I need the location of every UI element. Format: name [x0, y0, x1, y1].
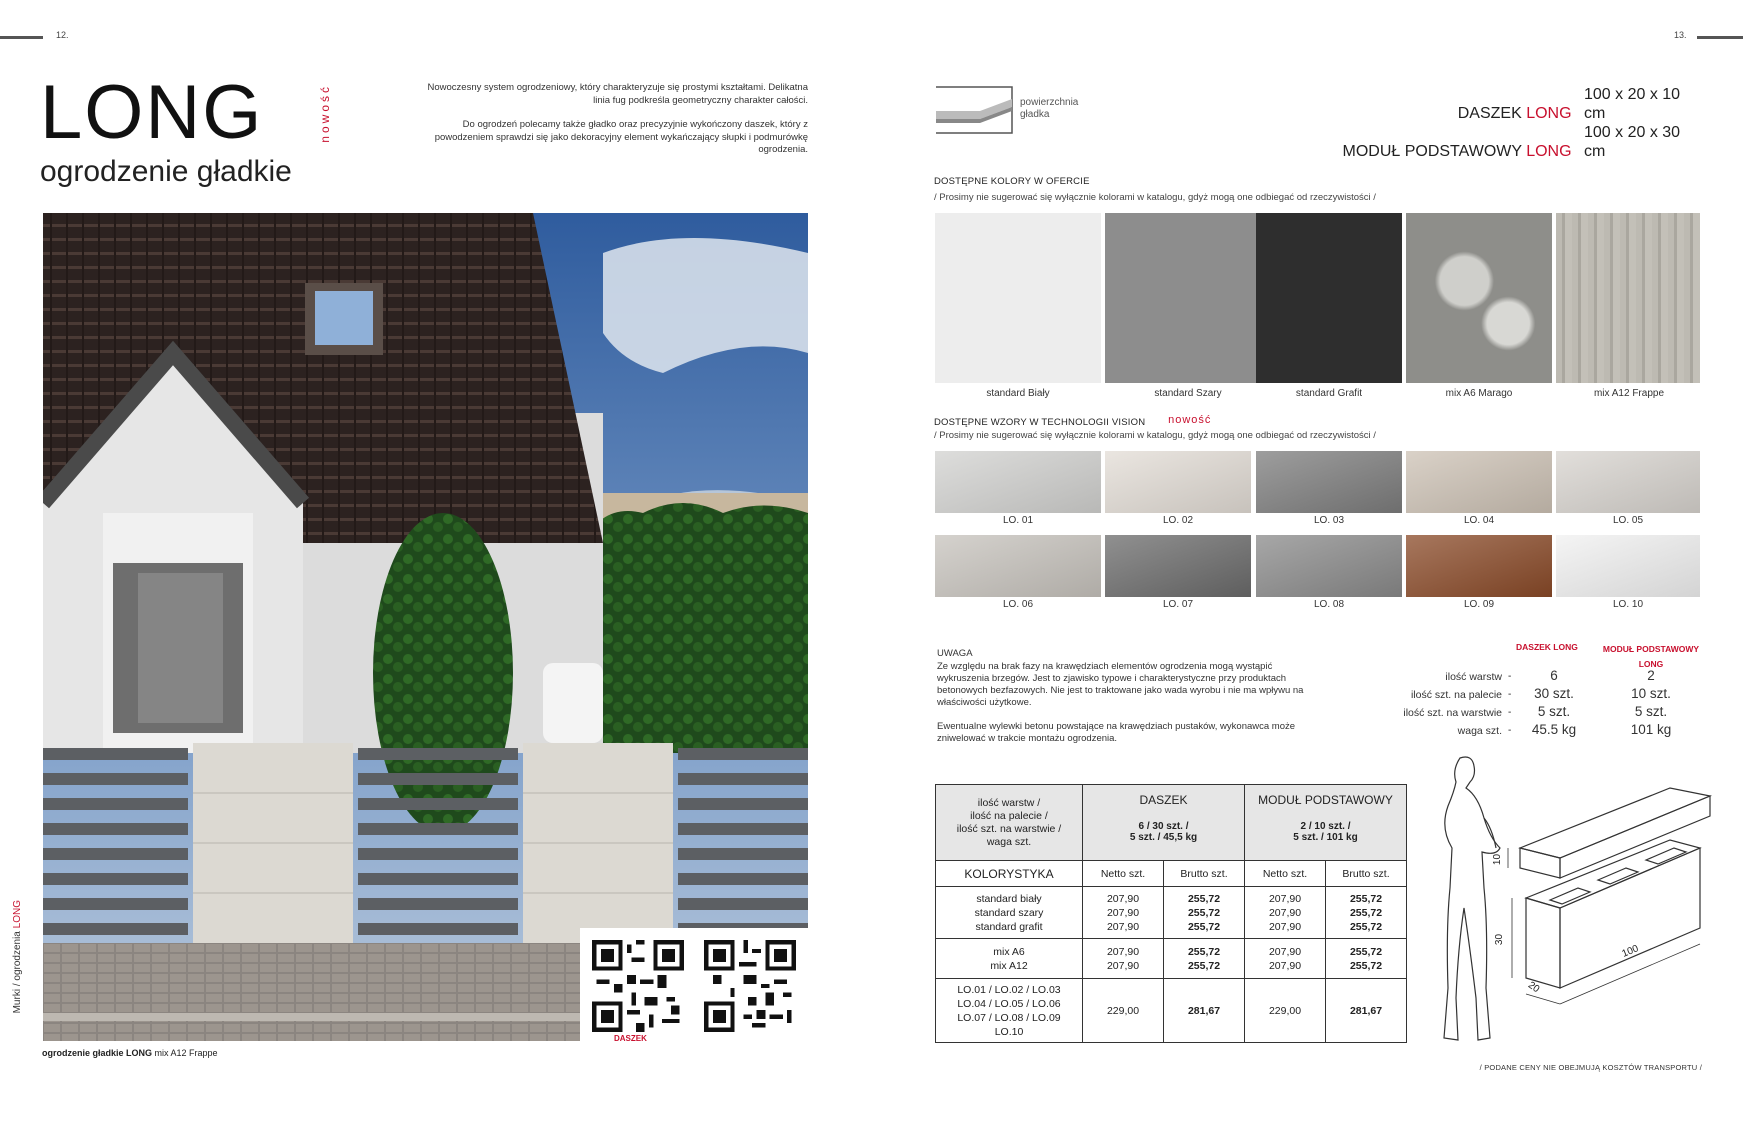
- price-cell-line: mix A6: [993, 945, 1025, 958]
- price-cell-line: standard grafit: [975, 920, 1043, 933]
- hdr-product-spec: 6 / 30 szt. /: [1138, 821, 1189, 832]
- price-cell-line: 207,90: [1268, 959, 1302, 972]
- intro-text: [418, 82, 808, 169]
- surface-label-2: gładka: [1020, 109, 1050, 120]
- intro-paragraph-2: Do ogrodzeń polecamy także gładko oraz precyzyjnie wykończony daszek, który z powodzeniem sprawdzi się jako dekoracyjny element wykańczający słupki i podmurówkę ogrodzenia.: [434, 119, 808, 155]
- qr-label: DASZEK: [614, 1034, 647, 1043]
- dim-height-body: 30: [1494, 933, 1506, 946]
- price-daszek-netto: [1083, 887, 1164, 939]
- spec-dash: -: [1508, 689, 1512, 700]
- price-cell-line: 281,67: [1187, 1004, 1221, 1017]
- product-photo: [43, 213, 808, 1041]
- pattern-label: LO. 07: [1162, 599, 1194, 610]
- price-header-modul: [1245, 785, 1407, 861]
- price-daszek-brutto: [1164, 979, 1245, 1043]
- price-daszek-brutto: [1164, 939, 1245, 979]
- pattern-label: LO. 05: [1612, 515, 1644, 526]
- dim-width: 100: [1620, 943, 1641, 960]
- spec-dash: -: [1508, 707, 1512, 718]
- footer-note: / PODANE CENY NIE OBEJMUJĄ KOSZTÓW TRANSPORTU /: [1479, 1063, 1702, 1072]
- price-header-label: [936, 785, 1083, 861]
- hdr-product-name: MODUŁ PODSTAWOWY: [1258, 793, 1393, 807]
- price-cell-line: mix A12: [990, 959, 1028, 972]
- page-subtitle: ogrodzenie gładkie: [40, 155, 292, 188]
- pattern-lo08[interactable]: [1256, 535, 1402, 597]
- col-brutto: Brutto szt.: [1164, 861, 1245, 887]
- price-header-row: [936, 785, 1407, 861]
- price-cell-line: 281,67: [1349, 1004, 1383, 1017]
- spec-value-daszek: 6: [1550, 668, 1558, 683]
- product-list: [1342, 85, 1702, 161]
- surface-label-1: powierzchnia: [1020, 97, 1079, 108]
- section-tab-c: LONG: [12, 900, 23, 929]
- notice-paragraph-1: Ze względu na brak fazy na krawędziach elementów ogrodzenia mogą wystąpić wykruszenia brzegów. Jest to zjawisko typowe i charakterystyczne przy produktach betonowych bezfazowych. Nie jest to traktowane jako wada wyrobu i nie ma wpływu na właściwości użytkowe.: [937, 661, 1304, 708]
- product-brand: LONG: [1526, 105, 1572, 122]
- dim-depth: 20: [1525, 979, 1542, 996]
- hdr-line: waga szt.: [986, 835, 1032, 848]
- price-group-row: [936, 939, 1407, 979]
- hdr-product-spec: 5 szt. / 45,5 kg: [1129, 832, 1198, 843]
- price-modul-brutto: [1326, 979, 1407, 1043]
- colors-note: / Prosimy nie sugerować się wyłącznie kolorami w katalogu, gdyż mogą one odbiegać od rzeczywistości /: [934, 192, 1376, 203]
- spec-key: waga szt.: [1457, 725, 1502, 737]
- price-group-row: [936, 887, 1407, 939]
- pattern-lo01[interactable]: [935, 451, 1101, 513]
- col-kolorystyka: KOLORYSTYKA: [936, 861, 1083, 887]
- product-brand: LONG: [1526, 143, 1572, 160]
- pattern-label: LO. 04: [1463, 515, 1495, 526]
- price-cell-line: 207,90: [1268, 945, 1302, 958]
- hdr-line: ilość warstw /: [977, 796, 1041, 809]
- pattern-lo02[interactable]: [1105, 451, 1251, 513]
- product-dims: 100 x 20 x 30 cm: [1584, 124, 1681, 160]
- price-cell-line: standard biały: [976, 892, 1042, 905]
- house-fence-illustration: [43, 213, 808, 1041]
- photo-caption-bold: ogrodzenie gładkie LONG: [42, 1048, 153, 1058]
- spec-value-daszek: 45.5 kg: [1531, 722, 1577, 737]
- col-netto: Netto szt.: [1083, 861, 1164, 887]
- price-cell-line: LO.07 / LO.08 / LO.09: [957, 1011, 1061, 1024]
- swatch-mix-a6-marago[interactable]: [1406, 213, 1552, 383]
- qr-code-modul[interactable]: [704, 940, 796, 1032]
- spec-value-daszek: 30 szt.: [1534, 686, 1574, 701]
- product-row-modul: [1342, 123, 1702, 161]
- swatch-standard-bialy[interactable]: [935, 213, 1101, 383]
- spec-value-modul: 10 szt.: [1631, 686, 1671, 701]
- pattern-label: LO. 03: [1313, 515, 1345, 526]
- colors-title: DOSTĘPNE KOLORY W OFERCIE: [934, 176, 1090, 187]
- spec-value-modul: 101 kg: [1630, 722, 1672, 737]
- page-title: LONG: [40, 70, 264, 155]
- spec-dash: -: [1508, 671, 1512, 682]
- price-group-row: [936, 979, 1407, 1043]
- patterns-new-badge: nowość: [1168, 414, 1212, 426]
- section-tab-sep: /: [12, 983, 23, 987]
- price-cell-line: LO.04 / LO.05 / LO.06: [957, 997, 1061, 1010]
- swatch-standard-szary[interactable]: [1105, 213, 1271, 383]
- price-daszek-brutto: [1164, 887, 1245, 939]
- price-cell-line: 255,72: [1349, 906, 1383, 919]
- section-tab-b: ogrodzenia: [12, 931, 23, 981]
- price-cell-line: 207,90: [1268, 892, 1302, 905]
- price-cell-line: 207,90: [1106, 945, 1140, 958]
- spec-col-modul-l2: LONG: [1638, 659, 1664, 669]
- swatch-label: standard Szary: [1154, 388, 1222, 399]
- spec-key: ilość warstw: [1445, 671, 1502, 683]
- col-brutto: Brutto szt.: [1326, 861, 1407, 887]
- hdr-line: ilość na palecie /: [970, 809, 1048, 822]
- price-color-names: [936, 979, 1083, 1043]
- patterns-title-text: DOSTĘPNE WZORY W TECHNOLOGII VISION: [934, 417, 1146, 428]
- page-bar-left: [0, 36, 43, 39]
- notice-title: UWAGA: [937, 648, 973, 659]
- col-netto: Netto szt.: [1245, 861, 1326, 887]
- price-cell-line: 207,90: [1106, 959, 1140, 972]
- price-daszek-netto: [1083, 979, 1164, 1043]
- price-modul-netto: [1245, 939, 1326, 979]
- pattern-label: LO. 10: [1612, 599, 1644, 610]
- swatch-standard-grafit[interactable]: [1256, 213, 1402, 383]
- price-cell-line: 255,72: [1187, 906, 1221, 919]
- price-cell-line: 255,72: [1349, 945, 1383, 958]
- page-number-left: 12.: [56, 30, 69, 40]
- intro-paragraph-1: Nowoczesny system ogrodzeniowy, który charakteryzuje się prostymi kształtami. Delikatna linia fug podkreśla geometryczny charakter całości.: [427, 82, 808, 106]
- price-color-names: [936, 939, 1083, 979]
- swatch-label: standard Grafit: [1295, 388, 1363, 399]
- price-cell-line: LO.10: [994, 1025, 1024, 1038]
- page-number-right: 13.: [1674, 30, 1687, 40]
- pattern-label: LO. 08: [1313, 599, 1345, 610]
- pattern-label: LO. 09: [1463, 599, 1495, 610]
- price-header-daszek: [1083, 785, 1245, 861]
- price-modul-brutto: [1326, 939, 1407, 979]
- price-cell-line: 255,72: [1187, 892, 1221, 905]
- price-cell-line: 255,72: [1349, 892, 1383, 905]
- technical-drawing: [1400, 748, 1720, 1048]
- photo-caption: [42, 1048, 218, 1058]
- price-table: [935, 784, 1407, 1043]
- pattern-lo04[interactable]: [1406, 451, 1552, 513]
- pattern-lo09[interactable]: [1406, 535, 1552, 597]
- price-body: [936, 887, 1407, 1043]
- pattern-label: LO. 06: [1002, 599, 1034, 610]
- price-cell-line: standard szary: [974, 906, 1044, 919]
- product-dims: 100 x 20 x 10 cm: [1584, 86, 1681, 122]
- notice-block: [937, 648, 1312, 757]
- price-cell-line: 229,00: [1268, 1004, 1302, 1017]
- price-color-names: [936, 887, 1083, 939]
- pattern-lo03[interactable]: [1256, 451, 1402, 513]
- section-tab-vertical: [12, 900, 23, 1013]
- spec-col-daszek: DASZEK LONG: [1516, 642, 1578, 652]
- patterns-note: / Prosimy nie sugerować się wyłącznie kolorami w katalogu, gdyż mogą one odbiegać od rzeczywistości /: [934, 430, 1376, 441]
- fence-block-drawing: [1520, 788, 1710, 988]
- human-and-block-drawing: [1400, 748, 1720, 1048]
- pattern-lo07[interactable]: [1105, 535, 1251, 597]
- pattern-lo05[interactable]: [1556, 451, 1700, 513]
- spec-value-modul: 2: [1647, 668, 1655, 683]
- spec-value-daszek: 5 szt.: [1537, 704, 1571, 719]
- price-modul-netto: [1245, 979, 1326, 1043]
- photo-caption-rest: mix A12 Frappe: [154, 1048, 218, 1058]
- hdr-product-spec: 2 / 10 szt. /: [1300, 821, 1351, 832]
- price-cell-line: 207,90: [1106, 906, 1140, 919]
- spec-key: ilość szt. na warstwie: [1403, 707, 1502, 719]
- price-cell-line: 229,00: [1106, 1004, 1140, 1017]
- pattern-label: LO. 02: [1162, 515, 1194, 526]
- price-cell-line: 207,90: [1106, 920, 1140, 933]
- price-subheader-row: [936, 861, 1407, 887]
- spec-col-modul-l1: MODUŁ PODSTAWOWY: [1602, 644, 1700, 654]
- price-cell-line: 255,72: [1349, 920, 1383, 933]
- pattern-label: LO. 01: [1002, 515, 1034, 526]
- hdr-product-spec: 5 szt. / 101 kg: [1293, 832, 1358, 843]
- smooth-surface-icon: [934, 85, 1014, 135]
- qr-panel: [580, 928, 808, 1041]
- pattern-lo10[interactable]: [1556, 535, 1700, 597]
- price-cell-line: 255,72: [1187, 945, 1221, 958]
- price-cell-line: 207,90: [1268, 920, 1302, 933]
- price-cell-line: 255,72: [1187, 920, 1221, 933]
- price-cell-line: 255,72: [1349, 959, 1383, 972]
- new-badge-vertical: nowość: [318, 84, 332, 143]
- patterns-title: [934, 416, 1211, 428]
- section-tab-a: Murki: [12, 988, 23, 1014]
- swatch-label: mix A6 Marago: [1445, 388, 1513, 399]
- hdr-product-name: DASZEK: [1139, 793, 1188, 807]
- price-cell-line: LO.01 / LO.02 / LO.03: [957, 983, 1061, 996]
- price-modul-netto: [1245, 887, 1326, 939]
- surface-indicator: [934, 85, 1114, 135]
- spec-value-modul: 5 szt.: [1634, 704, 1668, 719]
- swatch-label: standard Biały: [986, 388, 1050, 399]
- price-cell-line: 207,90: [1268, 906, 1302, 919]
- price-table-wrap: [935, 784, 1407, 1043]
- product-name: MODUŁ PODSTAWOWY: [1342, 143, 1522, 160]
- page-bar-right: [1697, 36, 1743, 39]
- price-modul-brutto: [1326, 887, 1407, 939]
- hdr-line: ilość szt. na warstwie /: [956, 822, 1062, 835]
- dim-height-top: 10: [1492, 853, 1504, 866]
- human-scale-figure: [1444, 757, 1500, 1040]
- price-cell-line: 255,72: [1187, 959, 1221, 972]
- price-cell-line: 207,90: [1106, 892, 1140, 905]
- product-name: DASZEK: [1457, 105, 1522, 122]
- swatch-mix-a12-frappe[interactable]: [1556, 213, 1700, 383]
- pattern-lo06[interactable]: [935, 535, 1101, 597]
- qr-code-daszek[interactable]: [592, 940, 684, 1032]
- notice-paragraph-2: Ewentualne wylewki betonu powstające na krawędziach pustaków, wykonawca może zniwelować w trakcie montażu ogrodzenia.: [937, 721, 1296, 744]
- swatch-label: mix A12 Frappe: [1593, 388, 1665, 399]
- price-daszek-netto: [1083, 939, 1164, 979]
- product-row-daszek: [1342, 85, 1702, 123]
- spec-key: ilość szt. na palecie: [1410, 689, 1502, 701]
- spec-dash: -: [1508, 725, 1512, 736]
